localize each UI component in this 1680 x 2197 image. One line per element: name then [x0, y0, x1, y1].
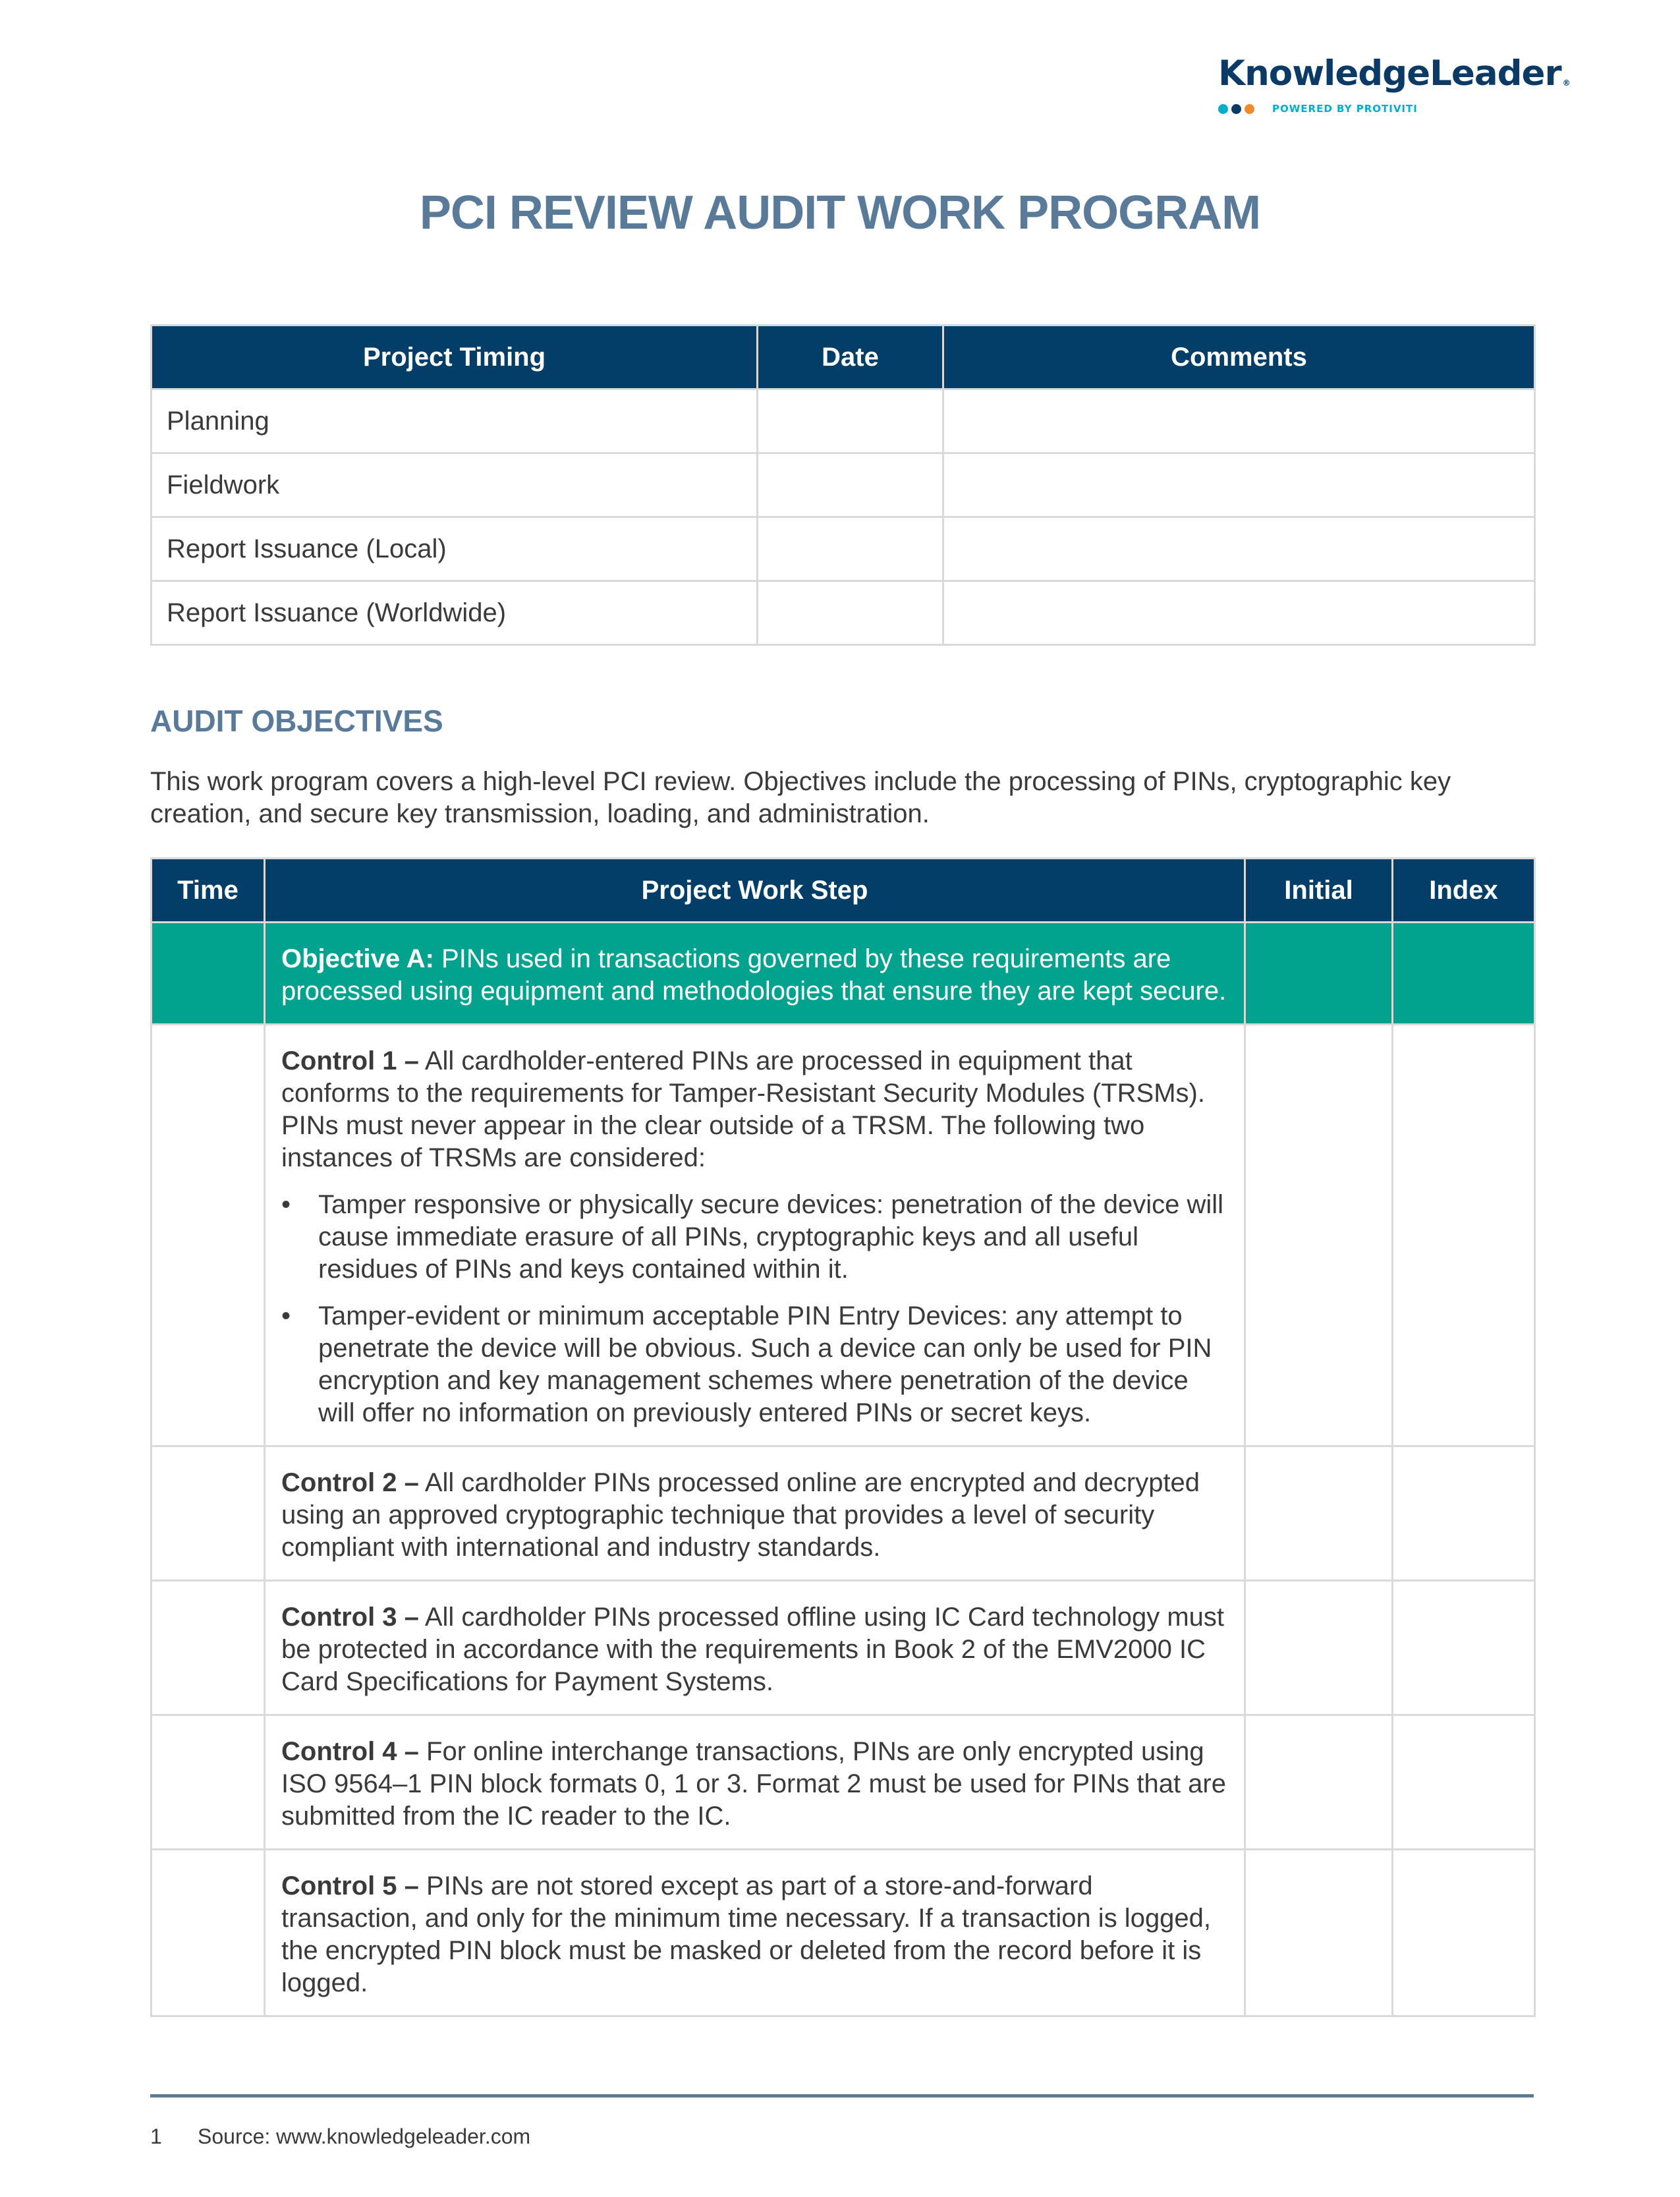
control-row	[152, 1850, 1535, 2016]
audit-objectives-heading: AUDIT OBJECTIVES	[150, 704, 443, 738]
brand-dot-orange-icon	[1245, 104, 1254, 114]
time-cell[interactable]	[152, 1025, 265, 1446]
time-cell[interactable]	[152, 1446, 265, 1581]
source-link[interactable]: Source: www.knowledgeleader.com	[198, 2125, 531, 2148]
control-body: All cardholder PINs processed online are encrypted and decrypted using an approved cryptographic technique that provides a level of security compliant with international and industry standards.	[281, 1468, 1200, 1562]
header-time: Time	[152, 859, 265, 923]
bullet-item: • Tamper-evident or minimum acceptable PIN Entry Devices: any attempt to penetrate the device will be obvious. Such a device can only be used for PIN encryption and key management schemes where penetration of the device will offer no information on previously entered PINs or secret keys.	[281, 1300, 1228, 1429]
page-number: 1	[150, 2125, 162, 2148]
audit-objectives-intro: This work program covers a high-level PCI review. Objectives include the processing of PINs, cryptographic key creation, and secure key transmission, loading, and administration.	[150, 767, 1451, 828]
control-label: Control 1 –	[281, 1046, 419, 1075]
control-label: Control 5 –	[281, 1871, 419, 1900]
phase-cell: Report Issuance (Local)	[152, 517, 758, 581]
phase-cell: Report Issuance (Worldwide)	[152, 581, 758, 645]
comments-cell[interactable]	[943, 389, 1535, 453]
phase-cell: Fieldwork	[152, 453, 758, 517]
logo-name: KnowledgeLeader	[1218, 53, 1561, 94]
bullet-item: • Tamper responsive or physically secure devices: penetration of the device will cause immediate erasure of all PINs, cryptographic keys and all useful residues of PINs and keys contained within it.	[281, 1189, 1228, 1286]
control-body: For online interchange transactions, PINs are only encrypted using ISO 9564–1 PIN block formats 0, 1 or 3. Format 2 must be used for PINs that are submitted from the IC reader to the IC.	[281, 1737, 1226, 1831]
initial-cell[interactable]	[1245, 1715, 1393, 1850]
comments-cell[interactable]	[943, 453, 1535, 517]
timing-header-row	[152, 326, 1535, 389]
date-cell[interactable]	[758, 389, 943, 453]
time-cell[interactable]	[152, 1581, 265, 1715]
initial-cell[interactable]	[1245, 1446, 1393, 1581]
control-label: Control 3 –	[281, 1603, 419, 1632]
table-row	[152, 389, 1535, 453]
logo-tagline-row	[1218, 103, 1534, 115]
control-row	[152, 1581, 1535, 1715]
page-title: PCI REVIEW AUDIT WORK PROGRAM	[419, 186, 1261, 239]
table-row	[152, 581, 1535, 645]
header-initial: Initial	[1245, 859, 1393, 923]
index-cell[interactable]	[1393, 1025, 1535, 1446]
control-row	[152, 1715, 1535, 1850]
objective-text	[265, 923, 1245, 1025]
index-cell[interactable]	[1393, 1581, 1535, 1715]
comments-cell[interactable]	[943, 517, 1535, 581]
brand-dot-navy-icon	[1231, 104, 1241, 114]
control-row	[152, 1446, 1535, 1581]
control-5-text	[265, 1850, 1245, 2016]
control-label: Control 2 –	[281, 1468, 419, 1497]
control-1-text	[265, 1025, 1245, 1446]
table-row	[152, 517, 1535, 581]
page-footer	[150, 2125, 530, 2149]
control-body: All cardholder PINs processed offline using IC Card technology must be protected in accordance with the requirements in Book 2 of the EMV2000 IC Card Specifications for Payment Systems.	[281, 1603, 1225, 1696]
initial-cell[interactable]	[1245, 1850, 1393, 2016]
registered-mark: ®	[1562, 78, 1570, 88]
control-1-bullets	[281, 1189, 1228, 1429]
objective-a-row	[152, 923, 1535, 1025]
phase-cell: Planning	[152, 389, 758, 453]
header-project-timing: Project Timing	[152, 326, 758, 389]
work-program-table	[150, 857, 1536, 2017]
header-project-work-step: Project Work Step	[265, 859, 1245, 923]
brand-dot-cyan-icon	[1218, 104, 1228, 114]
initial-cell[interactable]	[1245, 1581, 1393, 1715]
initial-cell[interactable]	[1245, 1025, 1393, 1446]
objective-body: PINs used in transactions governed by these requirements are processed using equipment and methodologies that ensure they are kept secure.	[281, 944, 1227, 1006]
time-cell[interactable]	[152, 1850, 265, 2016]
index-cell[interactable]	[1393, 1715, 1535, 1850]
header-index: Index	[1393, 859, 1535, 923]
index-cell[interactable]	[1393, 1446, 1535, 1581]
date-cell[interactable]	[758, 453, 943, 517]
time-cell[interactable]	[152, 1715, 265, 1850]
control-body: PINs are not stored except as part of a store-and-forward transaction, and only for the minimum time necessary. If a transaction is logged, the encrypted PIN block must be masked or deleted from the record before it is logged.	[281, 1871, 1212, 1997]
time-cell[interactable]	[152, 923, 265, 1025]
comments-cell[interactable]	[943, 581, 1535, 645]
control-4-text	[265, 1715, 1245, 1850]
logo-tagline: POWERED BY PROTIVITI	[1272, 103, 1418, 115]
knowledgeleader-logo	[1218, 53, 1570, 115]
header-date: Date	[758, 326, 943, 389]
work-header-row	[152, 859, 1535, 923]
footer-divider	[150, 2094, 1534, 2097]
header-comments: Comments	[943, 326, 1535, 389]
project-timing-table	[150, 324, 1536, 646]
control-body: All cardholder-entered PINs are processed in equipment that conforms to the requirements for Tamper-Resistant Security Modules (TRSMs). PINs must never appear in the clear outside of a TRSM. The following two instances of TRSMs are considered:	[281, 1046, 1205, 1172]
index-cell[interactable]	[1393, 923, 1535, 1025]
table-row	[152, 453, 1535, 517]
date-cell[interactable]	[758, 517, 943, 581]
control-label: Control 4 –	[281, 1737, 419, 1766]
objective-label: Objective A:	[281, 944, 434, 973]
control-2-text	[265, 1446, 1245, 1581]
date-cell[interactable]	[758, 581, 943, 645]
index-cell[interactable]	[1393, 1850, 1535, 2016]
logo-wordmark	[1218, 53, 1570, 94]
control-row	[152, 1025, 1535, 1446]
initial-cell[interactable]	[1245, 923, 1393, 1025]
control-3-text	[265, 1581, 1245, 1715]
